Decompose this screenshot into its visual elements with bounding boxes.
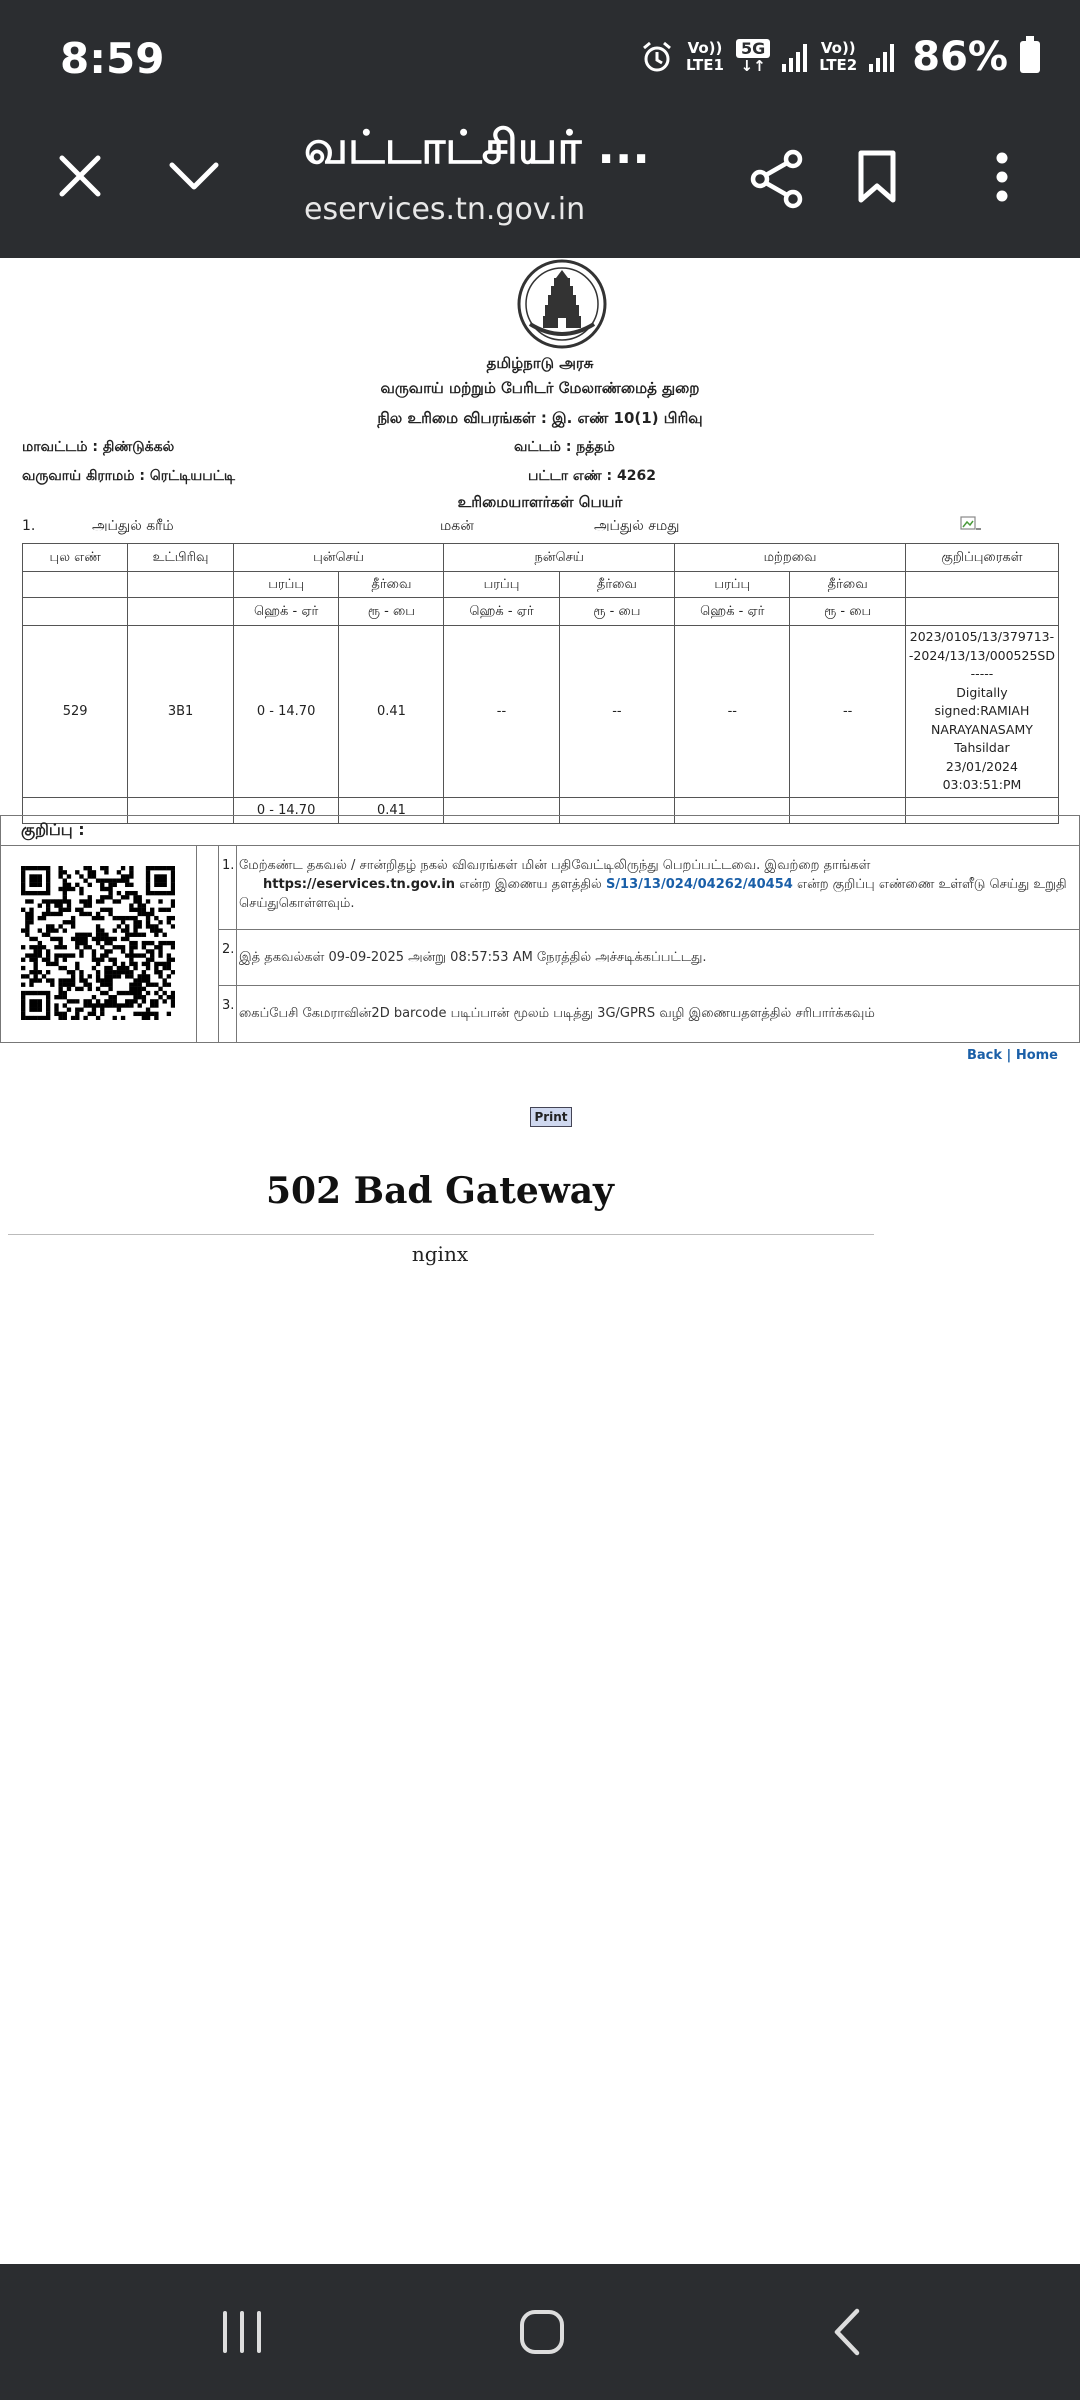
- reference-number-link[interactable]: S/13/13/024/04262/40454: [605, 877, 793, 892]
- cell-other-area: --: [675, 626, 790, 798]
- home-link[interactable]: Home: [1015, 1048, 1058, 1063]
- cell-other-tax: --: [790, 626, 905, 798]
- page-title: வட்டாட்சியர் ...: [304, 120, 650, 174]
- document-title: நில உரிமை விபரங்கள் : இ. எண் 10(1) பிரிவு: [377, 409, 703, 427]
- land-records-table: [22, 543, 1059, 824]
- unit-tax-other: ரூ - பை: [790, 598, 905, 626]
- signal-strength-icon: [782, 42, 807, 72]
- system-navigation-bar: [0, 2264, 1080, 2400]
- alarm-icon: [640, 40, 674, 74]
- qr-code: [21, 866, 175, 1020]
- back-link[interactable]: Back: [966, 1048, 1002, 1063]
- error-title: 502 Bad Gateway: [266, 1170, 614, 1212]
- divider: [8, 1234, 874, 1235]
- back-home-links: Back | Home: [966, 1048, 1058, 1063]
- chevron-down-icon: [168, 159, 220, 193]
- cell-subdivision: 3B1: [128, 626, 233, 798]
- header-wet-land: நன்செய்: [444, 544, 675, 572]
- web-page: [0, 258, 1080, 2248]
- share-icon: [749, 149, 805, 209]
- header-other-land: மற்றவை: [675, 544, 906, 572]
- status-icons: [640, 34, 1040, 80]
- home-circle-icon: [518, 2308, 566, 2356]
- sub-tax-wet: தீர்வை: [559, 572, 674, 598]
- table-row: [23, 626, 1059, 798]
- cell-survey-no: 529: [23, 626, 128, 798]
- notes-heading: குறிப்பு :: [1, 816, 1079, 846]
- owner-index: 1.: [22, 518, 36, 534]
- unit-area-other: ஹெக் - ஏர்: [675, 598, 790, 626]
- page-url[interactable]: eservices.tn.gov.in: [304, 192, 586, 227]
- owner-relation: மகன்: [440, 518, 474, 534]
- close-tab-button[interactable]: [52, 148, 108, 204]
- status-time: 8:59: [60, 34, 165, 83]
- note-text-1: மேற்கண்ட தகவல் / சான்றிதழ் நகல் விவரங்கள் மின் பதிவேட்டிலிருந்து பெறப்பட்டவை. இவற்றை தாங்கள் https://eservices.tn.gov.in என்ற இணைய தளத்தில் S/13/13/024/04262/40454 என்ற குறிப்பு எண்ணை உள்ளீடு செய்து உறுதி செய்துகொள்ளவும்.: [239, 858, 1067, 911]
- header-subdivision: உட்பிரிவு: [128, 544, 233, 572]
- list-item: 3. கைப்பேசி கேமராவின்2D barcode படிப்பான் மூலம் படித்து 3G/GPRS வழி இணையதளத்தில் சரிபார்க்கவும்: [219, 986, 1079, 1042]
- notes-section: [0, 815, 1080, 1043]
- home-button[interactable]: [502, 2294, 582, 2370]
- share-button[interactable]: [746, 148, 808, 210]
- list-item: 2. இத் தகவல்கள் 09-09-2025 அன்று 08:57:53 AM நேரத்தில் அச்சடிக்கப்பட்டது.: [219, 930, 1079, 986]
- cell-dry-tax: 0.41: [339, 626, 444, 798]
- sim2-label: Vo)) LTE2: [819, 39, 858, 74]
- sub-tax-dry: தீர்வை: [339, 572, 444, 598]
- header-survey-no: புல எண்: [23, 544, 128, 572]
- tamil-nadu-emblem: [516, 258, 608, 350]
- note-text-3: கைப்பேசி கேமராவின்2D barcode படிப்பான் மூலம் படித்து 3G/GPRS வழி இணையதளத்தில் சரிபார்க்கவும்: [239, 1006, 875, 1021]
- patta-number: பட்டா எண் : 4262: [528, 468, 656, 484]
- more-vert-icon: [995, 151, 1009, 203]
- sub-area-wet: பரப்பு: [444, 572, 559, 598]
- unit-area-wet: ஹெக் - ஏர்: [444, 598, 559, 626]
- cell-remarks: 2023/0105/13/379713- -2024/13/13/000525SD ----- Digitally signed:RAMIAH NARAYANASAMY Tahsildar 23/01/2024 03:03:51:PM: [905, 626, 1058, 798]
- owners-heading: உரிமையாளர்கள் பெயர்: [457, 493, 623, 511]
- total-dry-tax: 0.41: [339, 797, 444, 823]
- unit-area-dry: ஹெக் - ஏர்: [233, 598, 339, 626]
- unit-tax-dry: ரூ - பை: [339, 598, 444, 626]
- cell-wet-tax: --: [559, 626, 674, 798]
- header-remarks: குறிப்புரைகள்: [905, 544, 1058, 572]
- recent-apps-button[interactable]: [202, 2294, 282, 2370]
- sub-area-dry: பரப்பு: [233, 572, 339, 598]
- total-dry-area: 0 - 14.70: [233, 797, 339, 823]
- broken-image-icon: [960, 516, 982, 532]
- header-dry-land: புன்செய்: [233, 544, 444, 572]
- owner-parent-name: அப்துல் சமது: [594, 518, 680, 534]
- taluk-label: வட்டம் : நத்தம்: [514, 439, 615, 455]
- recent-apps-icon: [219, 2309, 265, 2355]
- battery-percent: 86%: [912, 34, 1008, 80]
- browser-chrome: [0, 0, 1080, 258]
- qr-code-cell: [1, 846, 197, 1042]
- district-label: மாவட்டம் : திண்டுக்கல்: [22, 439, 175, 455]
- cell-dry-area: 0 - 14.70: [233, 626, 339, 798]
- sim1-label: Vo)) LTE1: [685, 39, 724, 74]
- minimize-button[interactable]: [162, 150, 226, 202]
- print-button[interactable]: Print: [530, 1107, 572, 1127]
- back-button[interactable]: [806, 2294, 886, 2370]
- network-type: 5G ↓↑: [736, 39, 770, 75]
- department-name: வருவாய் மற்றும் பேரிடர் மேலாண்மைத் துறை: [380, 379, 700, 397]
- sub-tax-other: தீர்வை: [790, 572, 905, 598]
- eservices-site: https://eservices.tn.gov.in: [263, 877, 456, 892]
- government-name: தமிழ்நாடு அரசு: [486, 354, 594, 372]
- list-item: 1. மேற்கண்ட தகவல் / சான்றிதழ் நகல் விவரங்கள் மின் பதிவேட்டிலிருந்து பெறப்பட்டவை. இவற்றை தாங்கள் https://eservices.tn.gov.in என்ற இணைய தளத்தில் S/13/13/024/04262/40454 என்ற குறிப்பு எண்ணை உள்ளீடு செய்து உறுதி செய்துகொள்ளவும்.: [219, 846, 1079, 930]
- signal-strength-icon-2: [869, 42, 894, 72]
- error-server: nginx: [411, 1242, 469, 1266]
- unit-tax-wet: ரூ - பை: [559, 598, 674, 626]
- note-text-2: இத் தகவல்கள் 09-09-2025 அன்று 08:57:53 AM நேரத்தில் அச்சடிக்கப்பட்டது.: [239, 950, 707, 965]
- bookmark-button[interactable]: [852, 148, 902, 206]
- bookmark-icon: [857, 150, 897, 204]
- back-chevron-icon: [829, 2307, 863, 2357]
- battery-icon: [1020, 41, 1040, 73]
- more-options-button[interactable]: [982, 148, 1022, 206]
- cell-wet-area: --: [444, 626, 559, 798]
- owner-name: அப்துல் கரீம்: [92, 518, 174, 534]
- close-icon: [58, 154, 102, 198]
- village-label: வருவாய் கிராமம் : ரெட்டியபட்டி: [22, 468, 235, 484]
- sub-area-other: பரப்பு: [675, 572, 790, 598]
